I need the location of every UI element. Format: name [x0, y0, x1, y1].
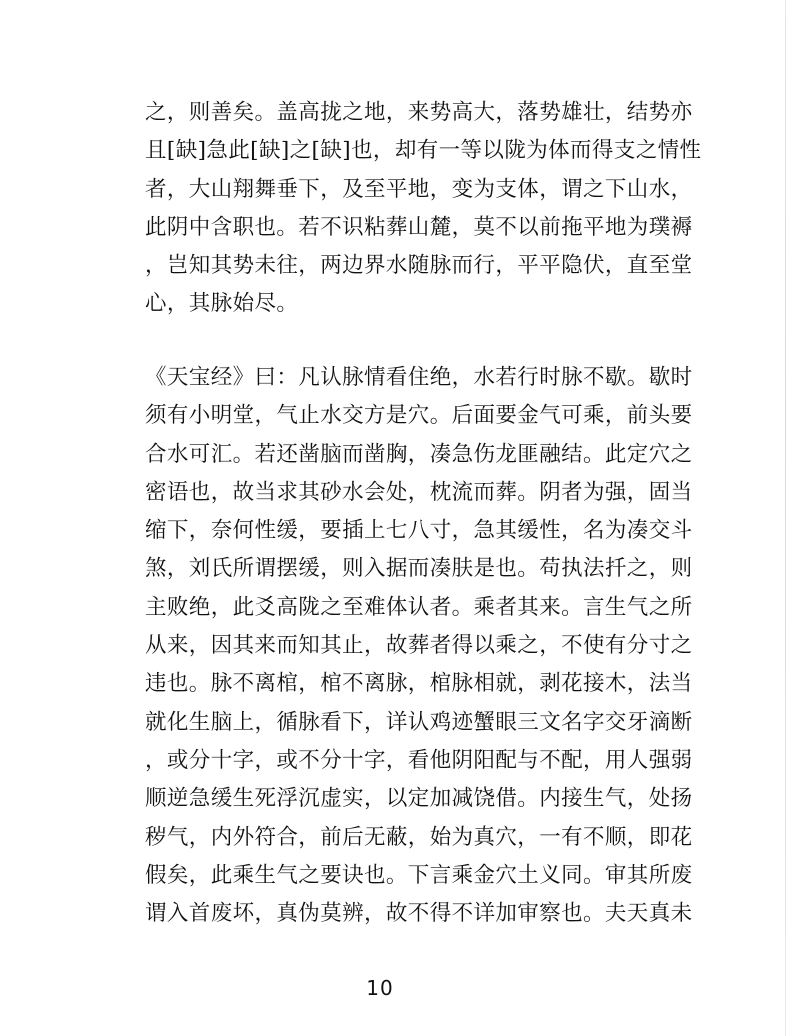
- text-line: 违也。脉不离棺，棺不离脉，棺脉相就，剥花接木，法当: [145, 671, 693, 697]
- text-line: 合水可汇。若还凿脑而凿胸，凑急伤龙匪融结。此定穴之: [145, 441, 693, 467]
- text-line: 心，其脉始尽。: [145, 291, 299, 317]
- text-line: 此阴中含职也。若不识粘葬山麓，莫不以前拖平地为璞褥: [145, 214, 693, 240]
- text-line: 缩下，奈何性缓，要插上七八寸，急其缓性，名为凑交斗: [145, 518, 693, 544]
- text-line: 从来，因其来而知其止，故葬者得以乘之，不使有分寸之: [145, 633, 693, 659]
- text-line: 假矣，此乘生气之要诀也。下言乘金穴土义同。审其所废: [145, 862, 693, 888]
- paragraph-2: [145, 359, 693, 933]
- text-line: ，或分十字，或不分十字，看他阴阳配与不配，用人强弱: [145, 747, 693, 773]
- text-line: ，岂知其势未往，两边界水随脉而行，平平隐伏，直至堂: [145, 253, 693, 279]
- text-line: 且[缺]急此[缺]之[缺]也，却有一等以陇为体而得支之情性: [145, 138, 702, 164]
- text-line: 《天宝经》曰：凡认脉情看住绝，水若行时脉不歇。歇时: [145, 365, 693, 390]
- text-line: 主败绝，此爻高陇之至难体认者。乘者其来。言生气之所: [145, 594, 693, 620]
- text-line: 密语也，故当求其砂水会处，枕流而葬。阴者为强，固当: [145, 479, 693, 505]
- text-line: 顺逆急缓生死浮沉虚实，以定加减饶借。内接生气，处扬: [145, 786, 693, 812]
- text-line: 就化生脑上，循脉看下，详认鸡迹蟹眼三文名字交牙滴断: [145, 709, 693, 735]
- page-number: 10: [366, 976, 394, 1000]
- scan-edge-line: [785, 0, 786, 1036]
- text-line: 者，大山翔舞垂下，及至平地，变为支体，谓之下山水，: [145, 176, 693, 202]
- text-line: 谓入首废坏，真伪莫辨，故不得不详加审察也。夫天真未: [145, 901, 693, 927]
- text-line: 之，则善矣。盖高拢之地，来势高大，落势雄壮，结势亦: [145, 100, 693, 125]
- text-line: 秽气，内外符合，前后无蔽，始为真穴，一有不顺，即花: [145, 824, 693, 850]
- paragraph-1: [145, 94, 702, 324]
- text-line: 煞，刘氏所谓摆缓，则入据而凑肤是也。苟执法扦之，则: [145, 556, 693, 582]
- text-line: 须有小明堂，气止水交方是穴。后面要金气可乘，前头要: [145, 403, 693, 429]
